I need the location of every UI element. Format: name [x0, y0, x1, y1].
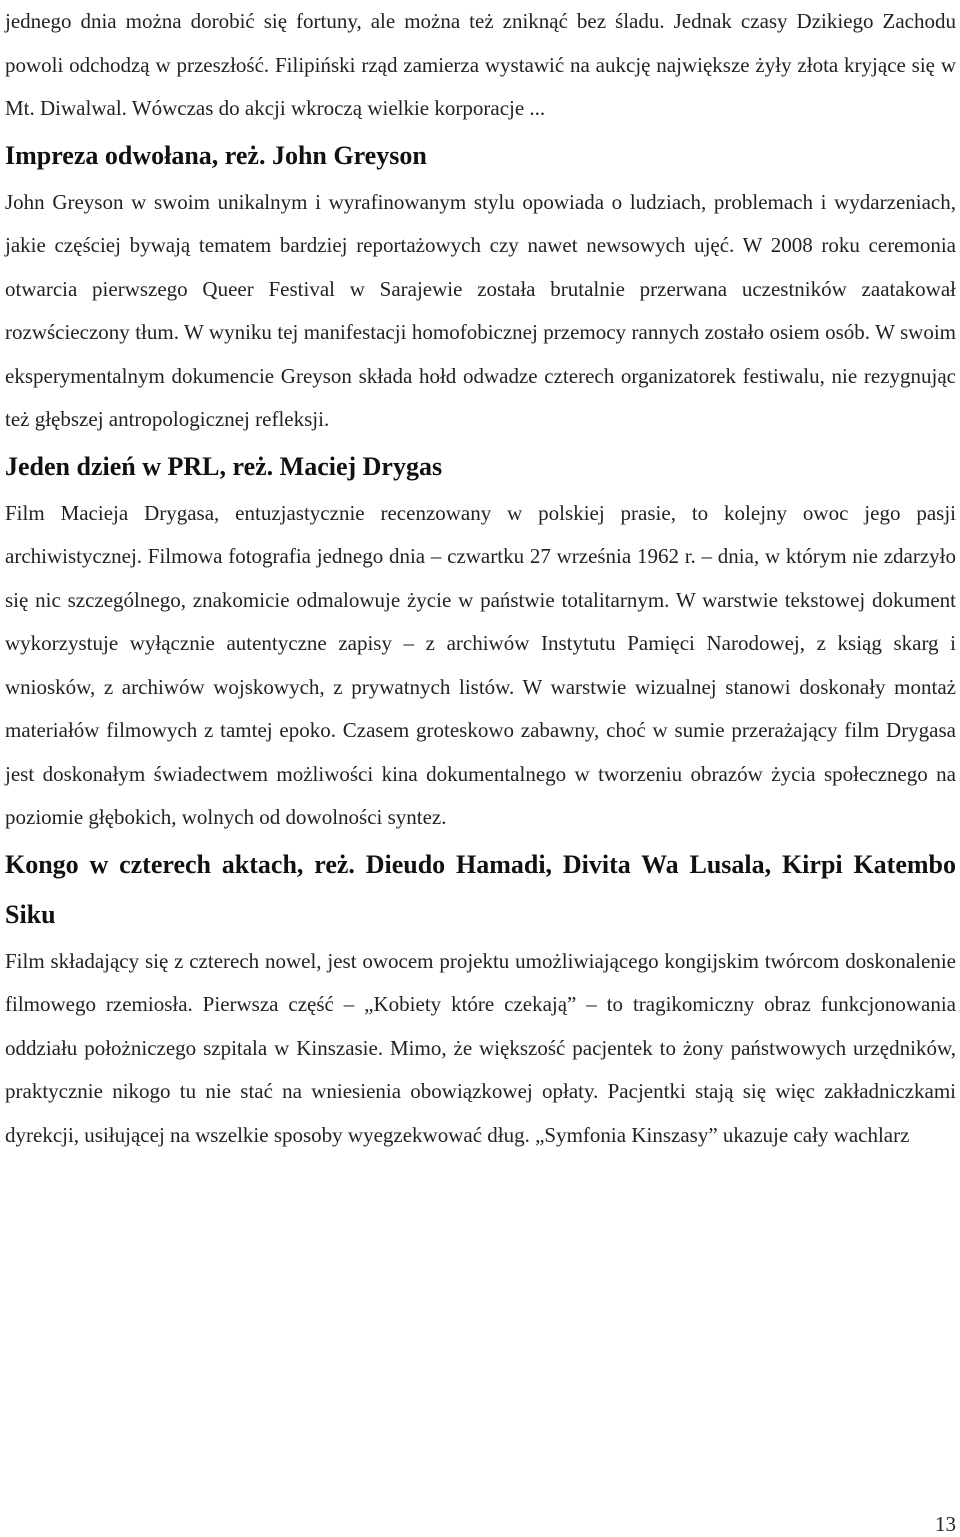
intro-paragraph: jednego dnia można dorobić się fortuny, ale można też zniknąć bez śladu. Jednak czasy Dzikiego Zachodu powoli odchodzą w przeszłość. Filipiński rząd zamierza wystawić na aukcję największe żyły złota kryjące się w Mt. Diwalwal. Wówczas do akcji wkroczą wielkie korporacje ... [5, 9, 956, 120]
film-section-drygas [5, 442, 956, 840]
document-page [5, 0, 956, 1157]
film-heading: Impreza odwołana, reż. John Greyson [5, 140, 427, 170]
film-heading: Jeden dzień w PRL, reż. Maciej Drygas [5, 451, 443, 481]
film-description: Film składający się z czterech nowel, jest owocem projektu umożliwiającego kongijskim twórcom doskonalenie filmowego rzemiosła. Pierwsza część – „Kobiety które czekają” – to tragikomiczny obraz funkcjonowania oddziału położniczego szpitala w Kinszasie. Mimo, że większość pacjentek to żony państwowych urzędników, praktycznie nikogo tu nie stać na wniesienia obowiązkowej opłaty. Pacjentki stają się więc zakładniczkami dyrekcji, usiłującej na wszelkie sposoby wyegzekwować dług. „Symfonia Kinszasy” ukazuje cały wachlarz [5, 948, 956, 1147]
page-number: 13 [935, 1512, 956, 1536]
film-description: John Greyson w swoim unikalnym i wyrafinowanym stylu opowiada o ludziach, problemach i wydarzeniach, jakie częściej bywają tematem bardziej reportażowych czy nawet newsowych ujęć. W 2008 roku ceremonia otwarcia pierwszego Queer Festival w Sarajewie została brutalnie przerwana uczestników zaatakował rozwścieczony tłum. W wyniku tej manifestacji homofobicznej przemocy rannych zostało osiem osób. W swoim eksperymentalnym dokumencie Greyson składa hołd odwadze czterech organizatorek festiwalu, nie rezygnując też głębszej antropologicznej refleksji. [5, 189, 956, 431]
film-heading: Kongo w czterech aktach, reż. Dieudo Hamadi, Divita Wa Lusala, Kirpi Katembo Siku [5, 849, 956, 929]
film-section-kongo [5, 840, 956, 1158]
film-section-greyson [5, 131, 956, 442]
film-description: Film Macieja Drygasa, entuzjastycznie recenzowany w polskiej prasie, to kolejny owoc jego pasji archiwistycznej. Filmowa fotografia jednego dnia – czwartku 27 września 1962 r. – dnia, w którym nie zdarzyło się nic szczególnego, znakomicie odmalowuje życie w państwie totalitarnym. W warstwie tekstowej dokument wykorzystuje wyłącznie autentyczne zapisy – z archiwów Instytutu Pamięci Narodowej, z ksiąg skarg i wniosków, z archiwów wojskowych, z prywatnych listów. W warstwie wizualnej stanowi doskonały montaż materiałów filmowych z tamtej epoko. Czasem groteskowo zabawny, choć w sumie przerażający film Drygasa jest doskonałym świadectwem możliwości kina dokumentalnego w tworzeniu obrazów życia społecznego na poziomie głębokich, wolnych od dowolności syntez. [5, 500, 956, 829]
